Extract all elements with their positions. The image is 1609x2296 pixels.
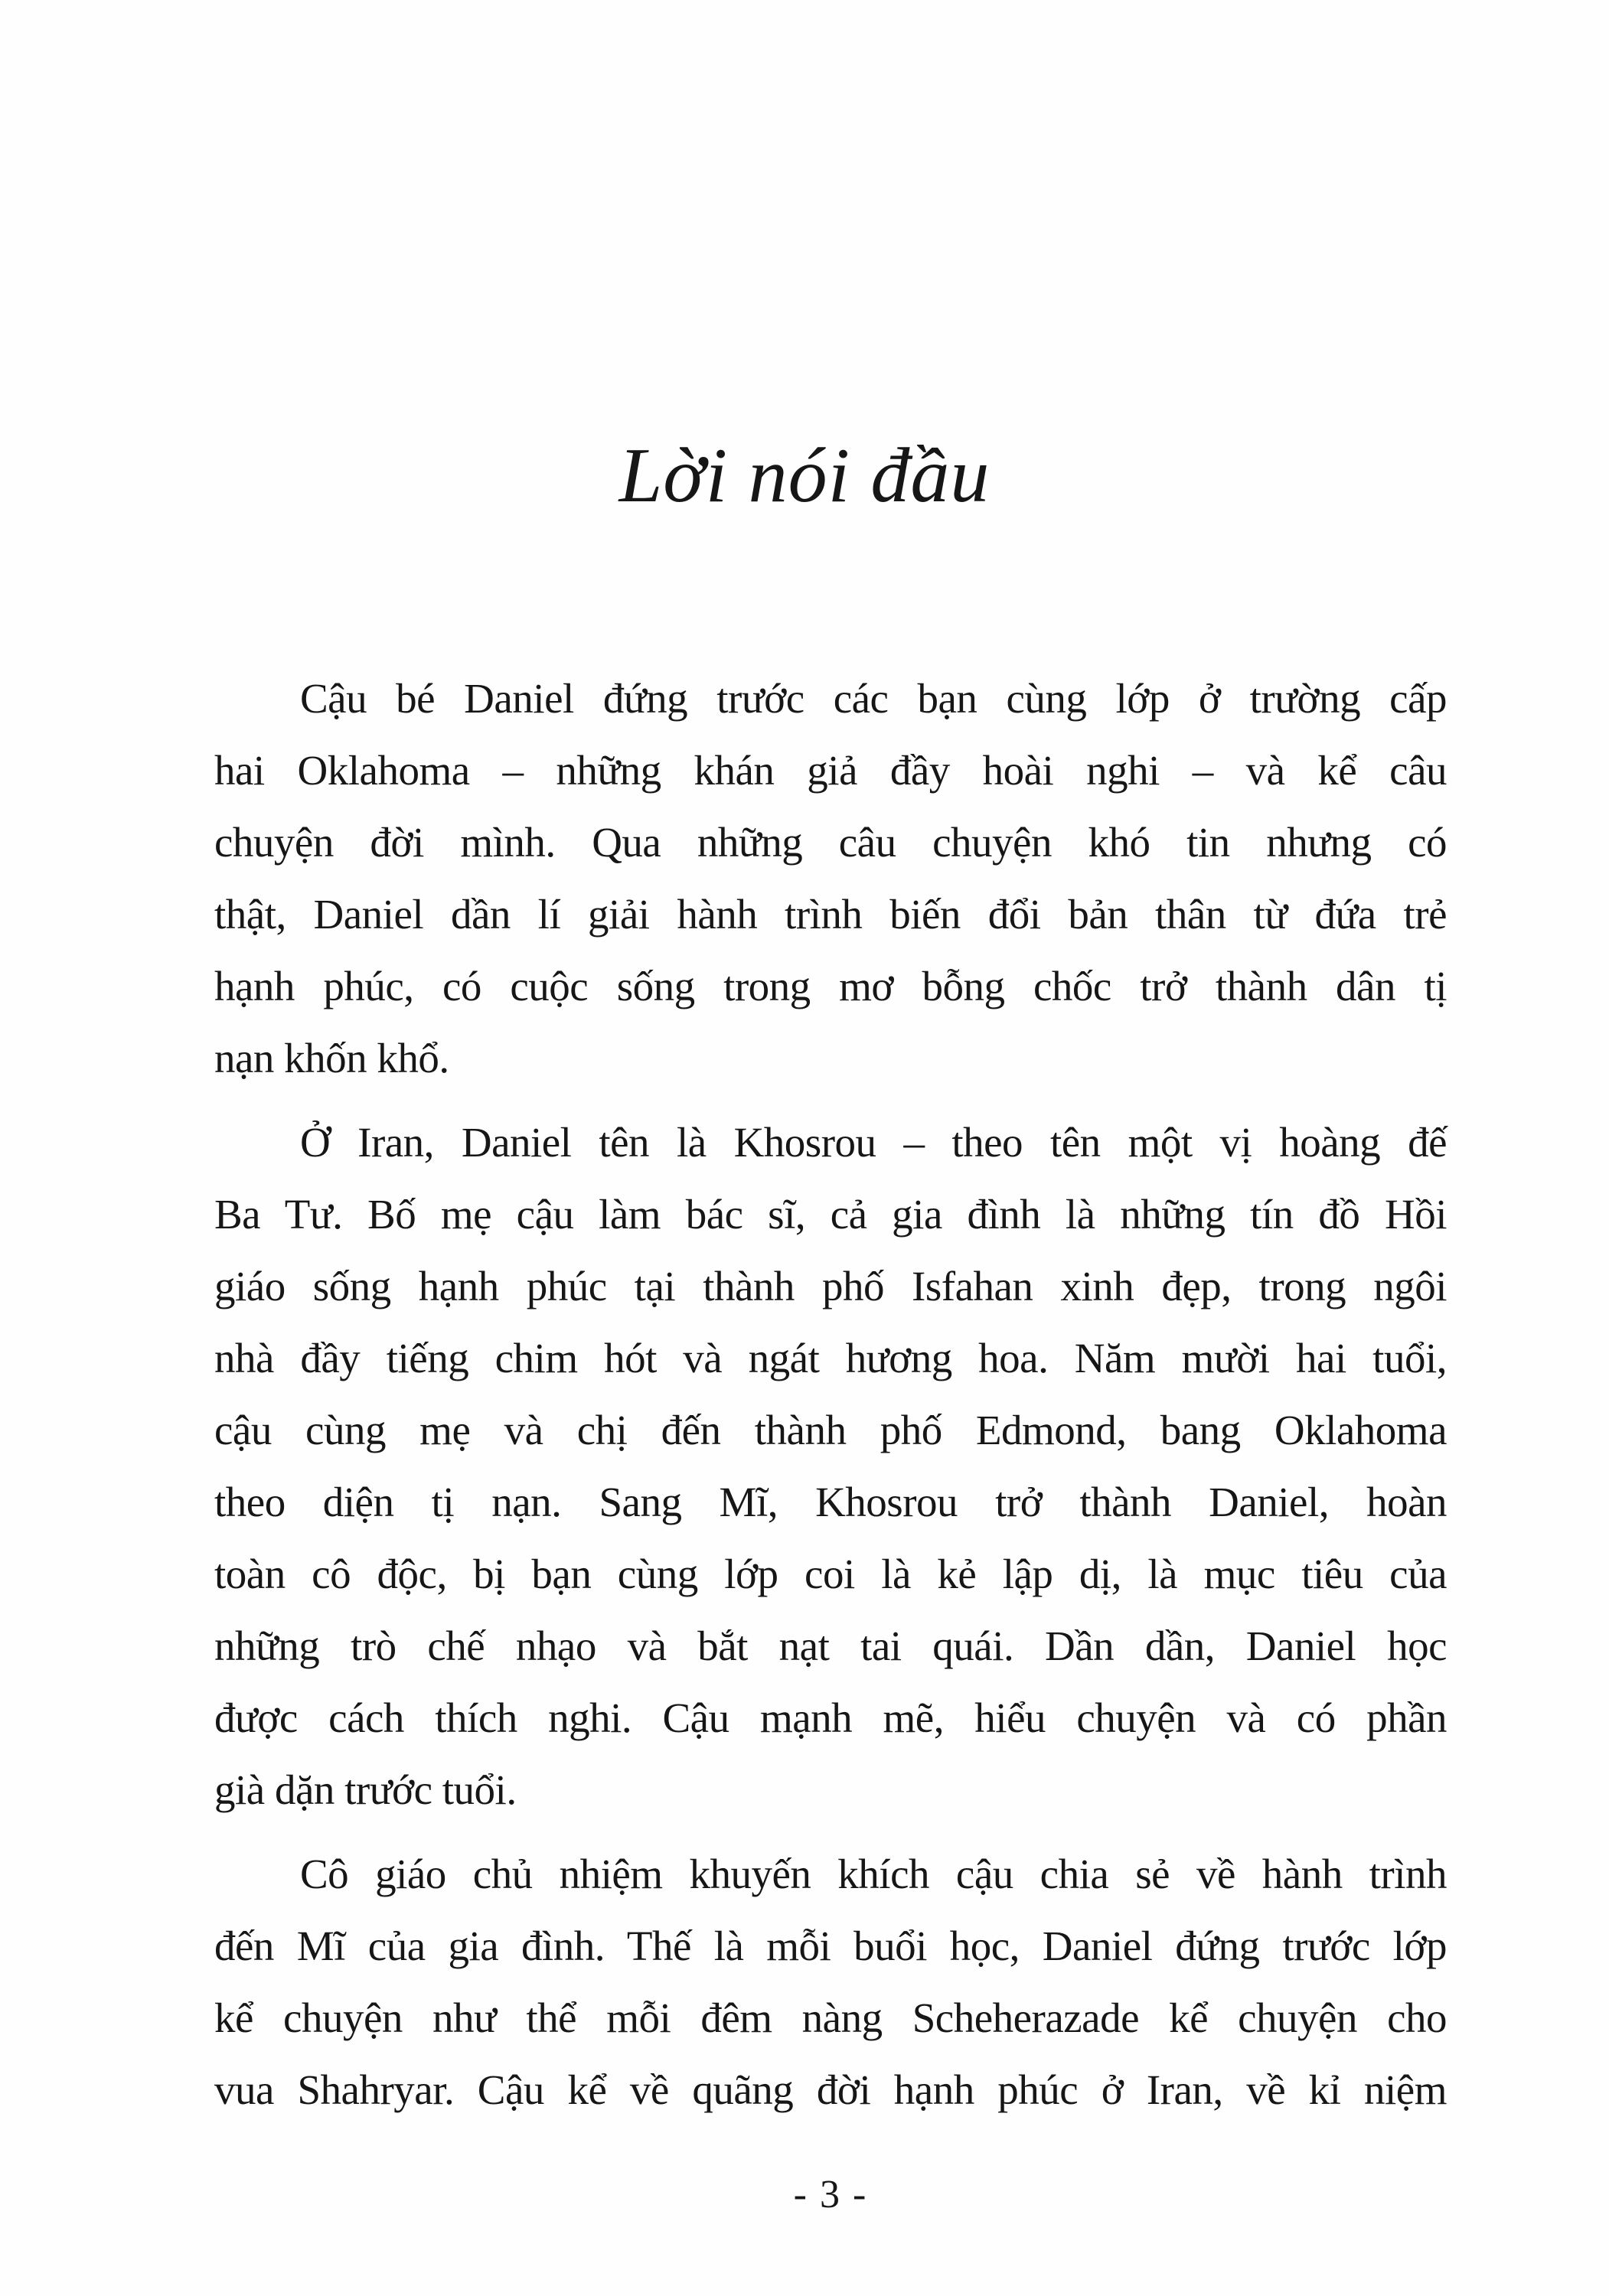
text-line: nhà đầy tiếng chim hót và ngát hương hoa. Năm mười hai tuổi, [214,1335,1447,1381]
text-line: kể chuyện như thể mỗi đêm nàng Scheherazade kể chuyện cho [214,1994,1447,2041]
text-line: nạn khốn khổ. [214,1035,449,1081]
text-line: chuyện đời mình. Qua những câu chuyện khó tin nhưng có [214,819,1447,866]
paragraph [214,1838,1447,2126]
text-line: cậu cùng mẹ và chị đến thành phố Edmond, bang Oklahoma [214,1407,1447,1453]
text-line: toàn cô độc, bị bạn cùng lớp coi là kẻ lập dị, là mục tiêu của [214,1551,1447,1597]
text-line: theo diện tị nạn. Sang Mĩ, Khosrou trở thành Daniel, hoàn [214,1479,1447,1525]
paragraph [214,663,1447,1094]
text-line: già dặn trước tuổi. [214,1766,517,1813]
text-line: đến Mĩ của gia đình. Thế là mỗi buổi học, Daniel đứng trước lớp [214,1923,1447,1969]
text-line: Cô giáo chủ nhiệm khuyến khích cậu chia sẻ về hành trình [300,1851,1447,1897]
paragraph [214,1107,1447,1826]
text-line: Cậu bé Daniel đứng trước các bạn cùng lớp ở trường cấp [300,675,1447,722]
body-text [214,663,1447,2126]
text-line: thật, Daniel dần lí giải hành trình biến đổi bản thân từ đứa trẻ [214,891,1447,938]
text-line: hai Oklahoma – những khán giả đầy hoài nghi – và kể câu [214,747,1447,794]
text-line: giáo sống hạnh phúc tại thành phố Isfahan xinh đẹp, trong ngôi [214,1263,1447,1309]
text-line: vua Shahryar. Cậu kể về quãng đời hạnh phúc ở Iran, về kỉ niệm [214,2066,1447,2113]
page-number: - 3 - [793,2173,868,2216]
text-line: Ba Tư. Bố mẹ cậu làm bác sĩ, cả gia đình là những tín đồ Hồi [214,1191,1447,1238]
text-line: những trò chế nhạo và bắt nạt tai quái. Dần dần, Daniel học [214,1623,1447,1669]
text-line: Ở Iran, Daniel tên là Khosrou – theo tên một vị hoàng đế [300,1119,1447,1166]
chapter-title: Lời nói đầu [618,432,991,520]
text-line: hạnh phúc, có cuộc sống trong mơ bỗng chốc trở thành dân tị [214,963,1447,1009]
text-line: được cách thích nghi. Cậu mạnh mẽ, hiểu chuyện và có phần [214,1694,1447,1741]
